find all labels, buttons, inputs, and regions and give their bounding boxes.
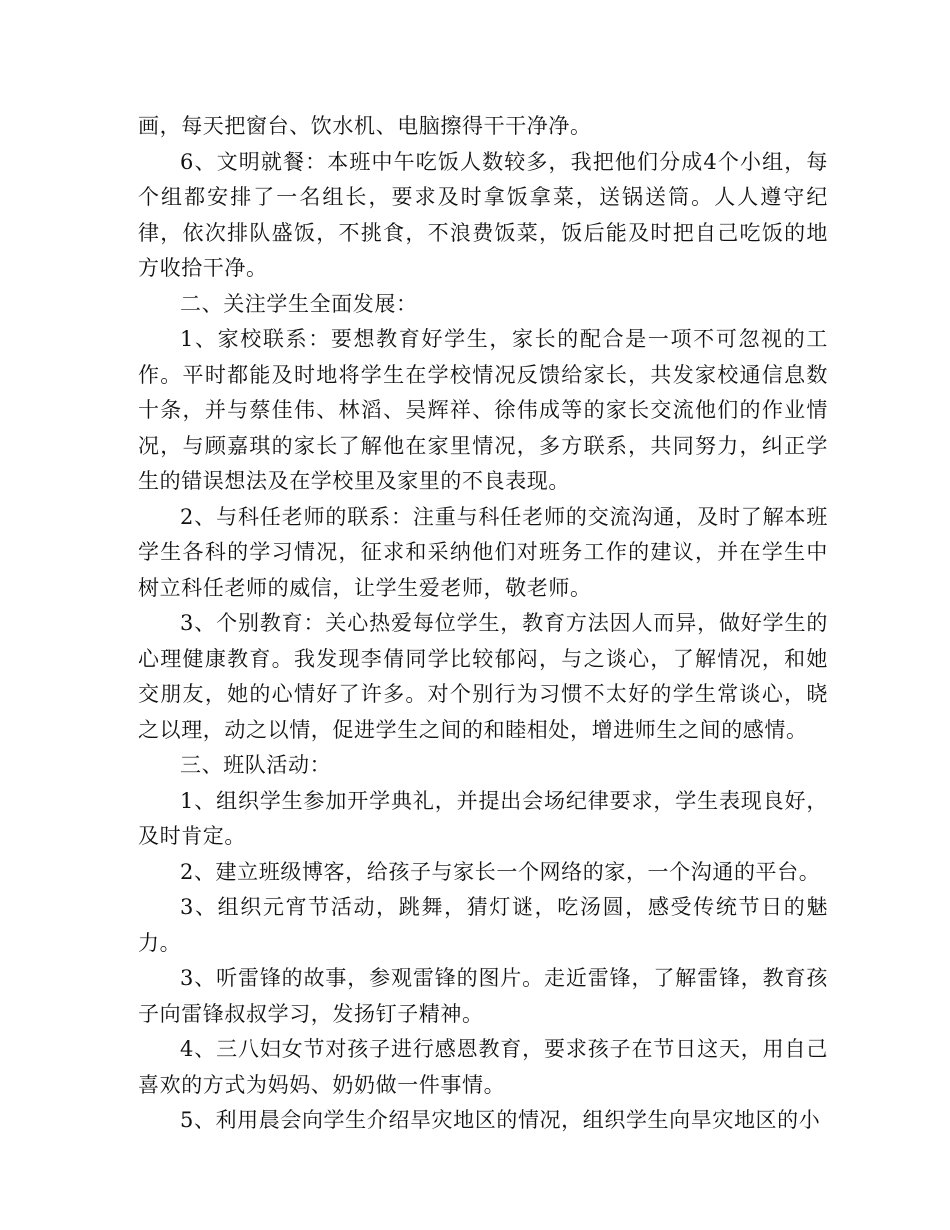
section-heading-class-activities: 三、班队活动： [180, 753, 332, 777]
paragraph-womens-day: 4、三八妇女节对孩子进行感恩教育，要求孩子在节日这天，用自己喜欢的方式为妈妈、奶奶做一件事情。 [138, 1037, 828, 1097]
section-heading-student-development: 二、关注学生全面发展： [180, 291, 418, 316]
paragraph-civilized-dining: 6、文明就餐：本班中午吃饭人数较多，我把他们分成4个小组，每个组都安排了一名组长，要求及时拿饭拿菜，送锅送筒。人人遵守纪律，依次排队盛饭，不挑食，不浪费饭菜，饭后能及时把自己吃饭的地方收拾干净。 [138, 149, 828, 280]
paragraph-class-blog: 2、建立班级博客，给孩子与家长一个网络的家，一个沟通的平台。 [180, 859, 821, 884]
paragraph-subject-teacher-contact: 2、与科任老师的联系：注重与科任老师的交流沟通，及时了解本班学生各科的学习情况，征求和采纳他们对班务工作的建议，并在学生中树立科任老师的威信，让学生爱老师，敬老师。 [138, 504, 828, 600]
paragraph-individual-education: 3、个别教育：关心热爱每位学生，教育方法因人而异，做好学生的心理健康教育。我发现李倩同学比较郁闷，与之谈心，了解情况，和她交朋友，她的心情好了许多。对个别行为习惯不太好的学生常谈心，晓之以理，动之以情，促进学生之间的和睦相处，增进师生之间的感情。 [138, 611, 828, 742]
paragraph-home-school-contact: 1、家校联系：要想教育好学生，家长的配合是一项不可忽视的工作。平时都能及时地将学生在学校情况反馈给家长，共发家校通信息数十条，并与蔡佳伟、林滔、吴辉祥、徐伟成等的家长交流他们的作业情况，与顾嘉琪的家长了解他在家里情况，多方联系，共同努力，纠正学生的错误想法及在学校里及家里的不良表现。 [138, 327, 828, 493]
paragraph-lei-feng: 3、听雷锋的故事，参观雷锋的图片。走近雷锋，了解雷锋，教育孩子向雷锋叔叔学习，发扬钉子精神。 [138, 966, 828, 1026]
paragraph-drought-relief: 5、利用晨会向学生介绍旱灾地区的情况，组织学生向旱灾地区的小 [180, 1108, 821, 1132]
paragraph-lantern-festival: 3、组织元宵节活动，跳舞，猜灯谜，吃汤圆，感受传统节日的魅力。 [138, 895, 828, 955]
paragraph-continuation: 画，每天把窗台、饮水机、电脑擦得干干净净。 [138, 114, 592, 138]
document-body [138, 109, 828, 1139]
paragraph-opening-ceremony: 1、组织学生参加开学典礼，并提出会场纪律要求，学生表现良好，及时肯定。 [138, 788, 828, 848]
